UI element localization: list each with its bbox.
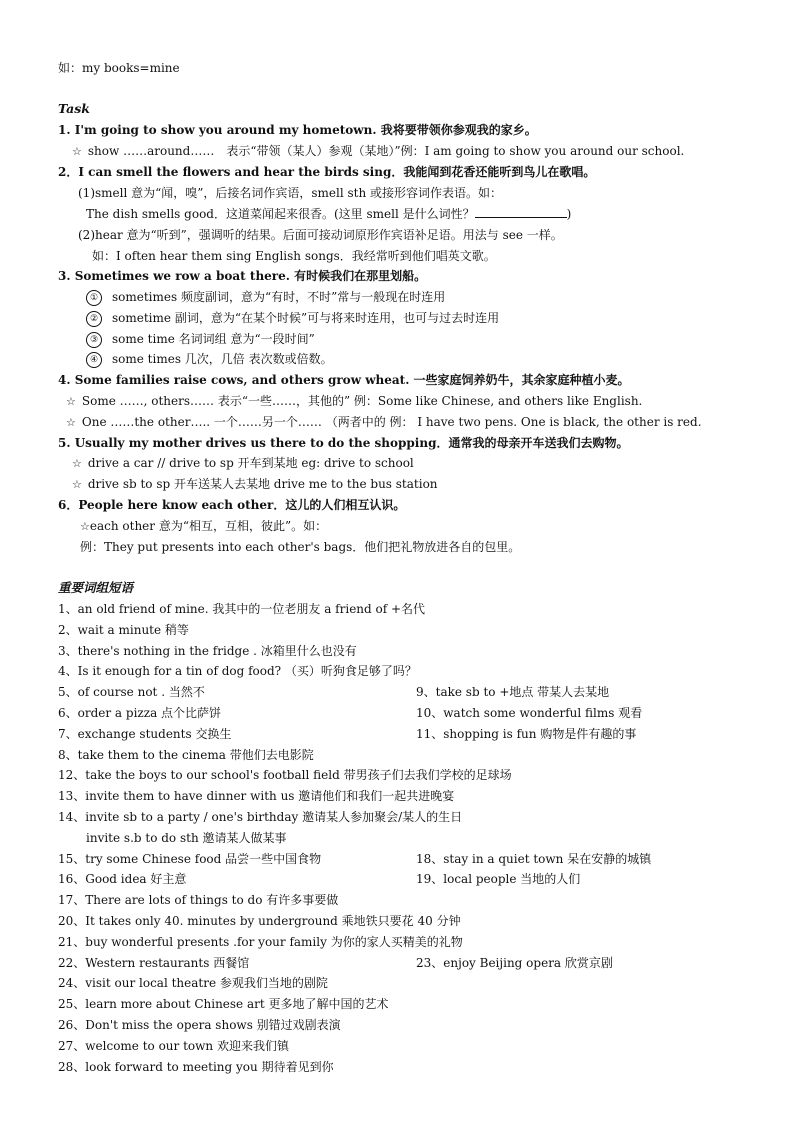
- phrase-item: 2、wait a minute 稍等: [58, 623, 189, 637]
- task-note-3c: [86, 331, 315, 348]
- phrase-item: 23、enjoy Beijing opera 欣赏京剧: [416, 956, 613, 970]
- task-note-5b: [72, 476, 438, 493]
- phrase-item: 24、visit our local theatre 参观我们当地的剧院: [58, 976, 328, 990]
- phrase-item: 18、stay in a quiet town 呆在安静的城镇: [416, 852, 652, 866]
- task-sentence-4: 4. Some families raise cows, and others grow wheat. 一些家庭饲养奶牛，其余家庭种植小麦。: [58, 373, 630, 387]
- phrase-item: 3、there's nothing in the fridge . 冰箱里什么也没有: [58, 644, 357, 658]
- phrase-item: 6、order a pizza 点个比萨饼: [58, 706, 222, 720]
- note-text: each other 意为“相互，互相，彼此”。如：: [89, 519, 328, 533]
- task-note-3b: [86, 310, 499, 327]
- task-sentence-3: 3. Sometimes we row a boat there. 有时候我们在那里划船。: [58, 269, 427, 283]
- task-sentence-5: 5. Usually my mother drives us there to do the shopping．通常我的母亲开车送我们去购物。: [58, 436, 629, 450]
- note-text: Some ……, others…… 表示“一些……，其他的” 例：Some like Chinese, and others like English.: [81, 394, 643, 408]
- phrase-item: 20、It takes only 40. minutes by underground 乘地铁只要花 40 分钟: [58, 914, 461, 928]
- task-sentence-2: 2．I can smell the flowers and hear the birds sing．我能闻到花香还能听到鸟儿在歌唱。: [58, 165, 596, 179]
- phrase-item: 15、try some Chinese food 品尝一些中国食物: [58, 852, 322, 866]
- phrase-item: 4、Is it enough for a tin of dog food? （买）听狗食足够了吗？: [58, 664, 417, 678]
- star-icon: ☆: [66, 416, 76, 429]
- phrases-heading: 重要词组短语: [58, 580, 134, 595]
- note-text: drive a car // drive to sp 开车到某地 eg: drive to school: [87, 456, 414, 470]
- phrase-item: 13、invite them to have dinner with us 邀请他们和我们一起共进晚宴: [58, 789, 455, 803]
- phrase-item: 21、buy wonderful presents .for your family 为你的家人买精美的礼物: [58, 935, 463, 949]
- task-note-2d: 如：I often hear them sing English songs．我经常听到他们唱英文歌。: [92, 249, 496, 263]
- circled-number: ③: [86, 332, 102, 348]
- note-text: sometimes 频度副词，意为“有时，不时”常与一般现在时连用: [112, 290, 446, 304]
- task-note-4b: [66, 414, 702, 431]
- note-text: show ……around…… 表示“带领（某人）参观（某地）”例：I am going to show you around our school.: [87, 144, 685, 158]
- phrase-item: invite s.b to do sth 邀请某人做某事: [86, 831, 287, 845]
- phrase-item: 25、learn more about Chinese art 更多地了解中国的艺术: [58, 997, 389, 1011]
- star-icon: ☆: [72, 478, 82, 491]
- phrase-item: 14、invite sb to a party / one's birthday 邀请某人参加聚会/某人的生日: [58, 810, 463, 824]
- star-icon: ☆: [66, 395, 76, 408]
- star-icon: ☆: [80, 520, 90, 533]
- phrase-item: 1、an old friend of mine. 我其中的一位老朋友 a friend of +名代: [58, 602, 426, 616]
- task-note-3d: [86, 351, 333, 368]
- phrase-item: 28、look forward to meeting you 期待着见到你: [58, 1060, 334, 1074]
- note-text: ): [566, 207, 572, 221]
- answer-blank[interactable]: [475, 206, 567, 218]
- note-text: The dish smells good．这道菜闻起来很香。(这里 smell 是什么词性？: [86, 207, 475, 221]
- phrase-item: 8、take them to the cinema 带他们去电影院: [58, 748, 314, 762]
- phrase-item: 9、take sb to +地点 带某人去某地: [416, 685, 610, 699]
- circled-number: ①: [86, 290, 102, 306]
- task-sentence-6: 6．People here know each other．这儿的人们相互认识。: [58, 498, 406, 512]
- phrase-item: 26、Don't miss the opera shows 别错过戏剧表演: [58, 1018, 341, 1032]
- phrase-item: 7、exchange students 交换生: [58, 727, 232, 741]
- phrase-item: 17、There are lots of things to do 有许多事要做: [58, 893, 339, 907]
- phrase-item: 5、of course not . 当然不: [58, 685, 205, 699]
- note-text: some times 几次，几倍 表次数或倍数。: [112, 352, 333, 366]
- task-note-6b: 例：They put presents into each other's bags．他们把礼物放进各自的包里。: [80, 540, 521, 554]
- circled-number: ②: [86, 311, 102, 327]
- task-heading: Task: [58, 101, 90, 116]
- phrase-item: 11、shopping is fun 购物是件有趣的事: [416, 727, 637, 741]
- task-note-5a: [72, 455, 414, 472]
- task-note-3a: [86, 289, 445, 306]
- star-icon: ☆: [72, 145, 82, 158]
- note-text: drive sb to sp 开车送某人去某地 drive me to the bus station: [87, 477, 438, 491]
- task-note-2b: [86, 206, 571, 222]
- task-sentence-1: 1. I'm going to show you around my hometown. 我将要带领你参观我的家乡。: [58, 123, 537, 137]
- task-note-6a: [80, 518, 327, 535]
- task-note-2c: (2)hear 意为“听到”，强调听的结果。后面可接动词原形作宾语补足语。用法与 see 一样。: [78, 228, 563, 242]
- phrase-item: 19、local people 当地的人们: [416, 872, 581, 886]
- phrase-item: 22、Western restaurants 西餐馆: [58, 956, 250, 970]
- task-note-2a: (1)smell 意为“闻，嗅”，后接名词作宾语，smell sth 或接形容词作表语。如：: [78, 186, 503, 200]
- top-line: 如：my books=mine: [58, 61, 180, 75]
- note-text: One ……the other….. 一个……另一个…… （两者中的 例： I have two pens. One is black, the other is red.: [81, 415, 702, 429]
- note-text: sometime 副词，意为“在某个时候”可与将来时连用，也可与过去时连用: [112, 311, 500, 325]
- star-icon: ☆: [72, 457, 82, 470]
- phrase-item: 27、welcome to our town 欢迎来我们镇: [58, 1039, 289, 1053]
- circled-number: ④: [86, 352, 102, 368]
- phrase-item: 16、Good idea 好主意: [58, 872, 187, 886]
- note-text: some time 名词词组 意为“一段时间”: [112, 332, 315, 346]
- phrase-item: 12、take the boys to our school's football field 带男孩子们去我们学校的足球场: [58, 768, 512, 782]
- phrase-item: 10、watch some wonderful films 观看: [416, 706, 643, 720]
- task-note-1: [72, 143, 684, 160]
- task-note-4a: [66, 393, 642, 410]
